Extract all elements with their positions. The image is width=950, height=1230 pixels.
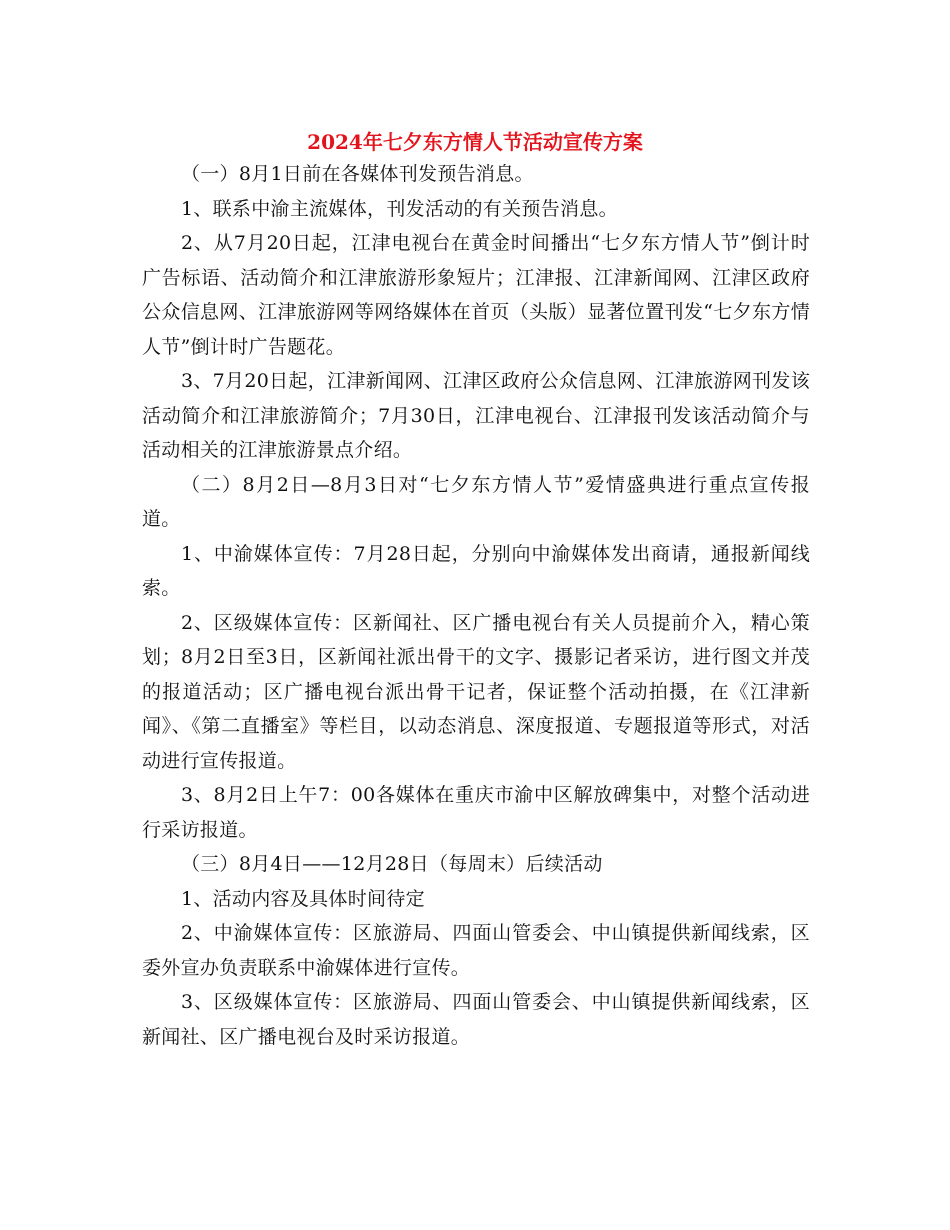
document-body — [142, 157, 810, 1054]
section-heading-1: （一）8月1日前在各媒体刊发预告消息。 — [180, 163, 534, 185]
paragraph-2-2: 2、区级媒体宣传：区新闻社、区广播电视台有关人员提前介入，精心策划；8月2日至3日，区新闻社派出骨干的文字、摄影记者采访，进行图文并茂的报道活动；区广播电视台派出骨干记者，保证整个活动拍摄，在《江津新闻》、《第二直播室》等栏目，以动态消息、深度报道、专题报道等形式，对活动进行宣传报道。 — [142, 611, 810, 772]
section-heading-3: （三）8月4日——12月28日（每周末）后续活动 — [180, 853, 603, 875]
paragraph-1-2: 2、从7月20日起，江津电视台在黄金时间播出“七夕东方情人节”倒计时广告标语、活动简介和江津旅游形象短片；江津报、江津新闻网、江津区政府公众信息网、江津旅游网等网络媒体在首页（头版）显著位置刊发“七夕东方情人节”倒计时广告题花。 — [142, 232, 810, 358]
paragraph-3-3: 3、区级媒体宣传：区旅游局、四面山管委会、中山镇提供新闻线索，区新闻社、区广播电视台及时采访报道。 — [142, 991, 810, 1048]
section-heading-2: （二）8月2日—8月3日对“七夕东方情人节”爱情盛典进行重点宣传报道。 — [142, 473, 810, 530]
paragraph-1-3: 3、7月20日起，江津新闻网、江津区政府公众信息网、江津旅游网刊发该活动简介和江津旅游简介；7月30日，江津电视台、江津报刊发该活动简介与活动相关的江津旅游景点介绍。 — [142, 370, 810, 461]
paragraph-1-1: 1、联系中渝主流媒体，刊发活动的有关预告消息。 — [180, 197, 618, 220]
document-title: 2024年七夕东方情人节活动宣传方案 — [307, 130, 643, 155]
paragraph-3-1: 1、活动内容及具体时间待定 — [180, 887, 425, 910]
paragraph-3-2: 2、中渝媒体宣传：区旅游局、四面山管委会、中山镇提供新闻线索，区委外宣办负责联系中渝媒体进行宣传。 — [142, 922, 810, 979]
paragraph-2-3: 3、8月2日上午7：00各媒体在重庆市渝中区解放碑集中，对整个活动进行采访报道。 — [142, 784, 810, 841]
paragraph-2-1: 1、中渝媒体宣传：7月28日起，分别向中渝媒体发出商请，通报新闻线索。 — [142, 542, 810, 599]
